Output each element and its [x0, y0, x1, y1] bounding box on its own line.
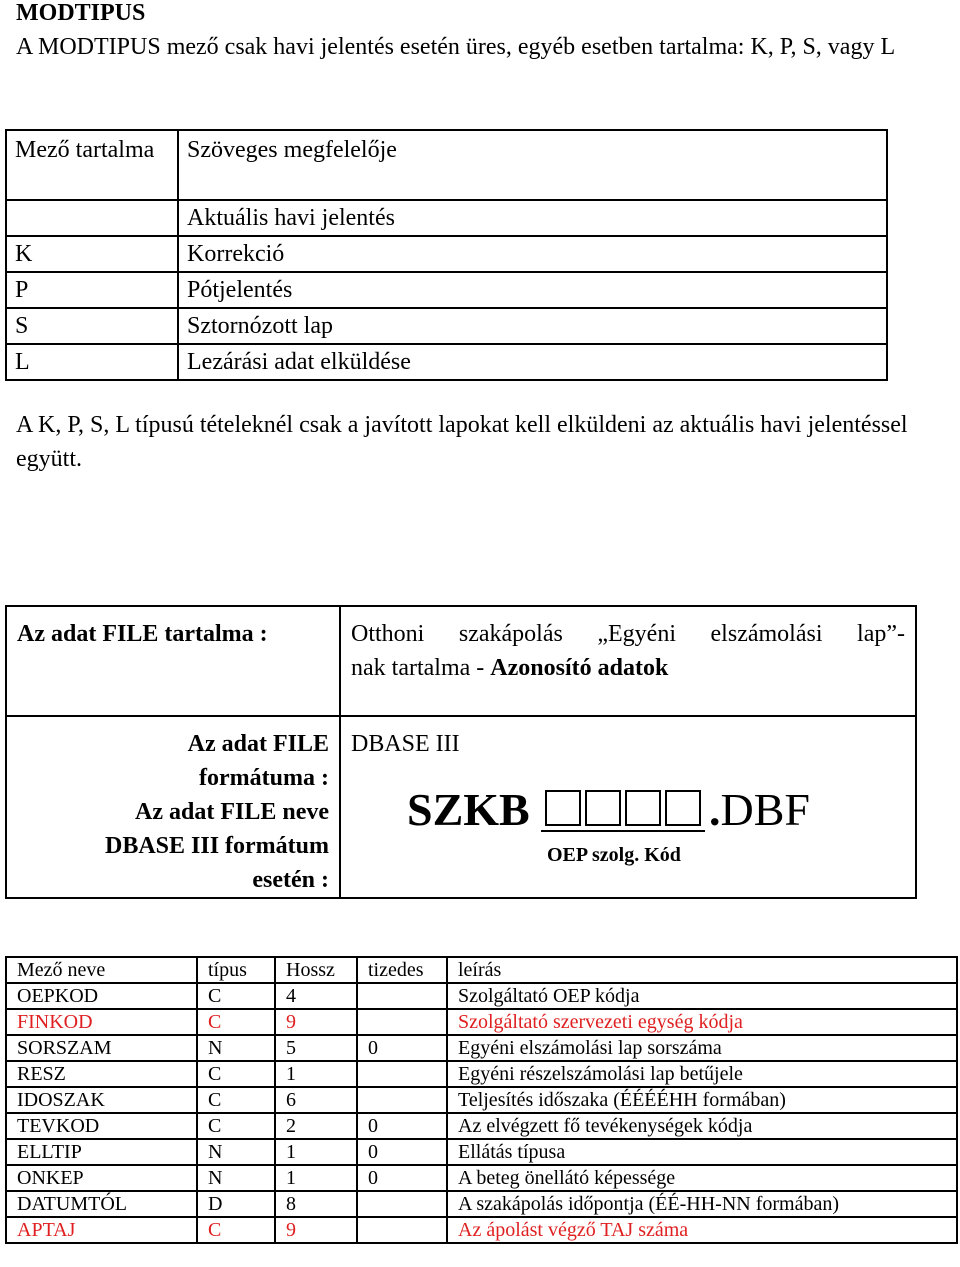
field-type-cell: C	[197, 1009, 275, 1035]
header-text-equivalent: Szöveges megfelelője	[178, 130, 887, 200]
field-type-cell: C	[197, 1061, 275, 1087]
code-cell: K	[6, 236, 178, 272]
table-row	[6, 1035, 957, 1061]
field-name-cell: ONKEP	[6, 1165, 197, 1191]
field-description-cell: Egyéni elszámolási lap sorszáma	[447, 1035, 957, 1061]
field-length-cell: 9	[275, 1009, 357, 1035]
field-length-cell: 1	[275, 1061, 357, 1087]
intro-paragraph: A MODTIPUS mező csak havi jelentés esetén üres, egyéb esetben tartalma: K, P, S, vagy L	[16, 34, 896, 60]
file-format-row	[6, 716, 916, 898]
field-definition-table	[5, 956, 958, 1244]
code-box	[625, 790, 661, 826]
field-length-cell: 6	[275, 1087, 357, 1113]
code-box	[545, 790, 581, 826]
field-decimals-cell	[357, 983, 447, 1009]
file-content-value	[340, 606, 916, 716]
table-header-row	[6, 130, 887, 200]
table-row	[6, 344, 887, 380]
filename-pattern	[351, 784, 905, 866]
file-info-table	[5, 605, 917, 899]
field-description-cell: Az elvégzett fő tevékenységek kódja	[447, 1113, 957, 1139]
field-name-cell: DATUMTÓL	[6, 1191, 197, 1217]
table-row	[6, 1191, 957, 1217]
header-field-content: Mező tartalma	[6, 130, 178, 200]
field-length-cell: 1	[275, 1165, 357, 1191]
header-type: típus	[197, 957, 275, 983]
code-cell	[6, 200, 178, 236]
format-label-line1: Az adat FILE	[187, 731, 329, 757]
header-field-name: Mező neve	[6, 957, 197, 983]
name-label-line3: esetén :	[252, 867, 329, 893]
field-decimals-cell	[357, 1191, 447, 1217]
text-cell: Pótjelentés	[178, 272, 887, 308]
code-box	[585, 790, 621, 826]
filename-extension	[709, 785, 810, 835]
field-name-cell: RESZ	[6, 1061, 197, 1087]
filename-ext-text: DBF	[720, 784, 810, 835]
table-row	[6, 308, 887, 344]
field-name-cell: TEVKOD	[6, 1113, 197, 1139]
file-format-values	[340, 716, 916, 898]
field-description-cell: A szakápolás időpontja (ÉÉ-HH-NN formában)	[447, 1191, 957, 1217]
field-description-cell: Ellátás típusa	[447, 1139, 957, 1165]
modtipus-code-table	[5, 129, 888, 381]
field-length-cell: 4	[275, 983, 357, 1009]
field-decimals-cell: 0	[357, 1035, 447, 1061]
text-cell: Sztornózott lap	[178, 308, 887, 344]
file-content-line2-text: nak tartalma -	[351, 655, 491, 681]
code-boxes	[541, 790, 705, 832]
field-decimals-cell	[357, 1087, 447, 1113]
field-length-cell: 5	[275, 1035, 357, 1061]
field-description-cell: Egyéni részelszámolási lap betűjele	[447, 1061, 957, 1087]
file-format-labels	[6, 716, 340, 898]
field-name-cell: APTAJ	[6, 1217, 197, 1243]
file-content-line2	[351, 651, 905, 685]
table-row	[6, 200, 887, 236]
table-row	[6, 1217, 957, 1243]
field-length-cell: 1	[275, 1139, 357, 1165]
table-row	[6, 272, 887, 308]
field-type-cell: C	[197, 983, 275, 1009]
table-row	[6, 1139, 957, 1165]
field-type-cell: C	[197, 1113, 275, 1139]
note-paragraph: A K, P, S, L típusú tételeknél csak a javított lapokat kell elküldeni az aktuális havi jelentéssel együtt.	[16, 412, 908, 472]
filename-caption: OEP szolg. Kód	[547, 844, 681, 866]
field-name-cell: IDOSZAK	[6, 1087, 197, 1113]
table-row	[6, 1087, 957, 1113]
filename-prefix: SZKB	[407, 784, 530, 835]
header-description: leírás	[447, 957, 957, 983]
format-label-line2: formátuma :	[199, 765, 329, 791]
name-label-line2: DBASE III formátum	[104, 833, 329, 859]
filename-dot: .	[709, 784, 721, 835]
file-content-row	[6, 606, 916, 716]
field-length-cell: 2	[275, 1113, 357, 1139]
field-decimals-cell: 0	[357, 1165, 447, 1191]
field-type-cell: N	[197, 1165, 275, 1191]
code-cell: P	[6, 272, 178, 308]
table-row	[6, 236, 887, 272]
field-decimals-cell	[357, 1009, 447, 1035]
code-box	[665, 790, 701, 826]
table-row	[6, 983, 957, 1009]
field-name-cell: ELLTIP	[6, 1139, 197, 1165]
field-name-cell: FINKOD	[6, 1009, 197, 1035]
field-length-cell: 8	[275, 1191, 357, 1217]
field-description-cell: Szolgáltató szervezeti egység kódja	[447, 1009, 957, 1035]
field-type-cell: C	[197, 1087, 275, 1113]
section-heading: MODTIPUS	[16, 0, 146, 26]
code-cell: L	[6, 344, 178, 380]
field-type-cell: C	[197, 1217, 275, 1243]
table-row	[6, 1061, 957, 1087]
text-cell: Korrekció	[178, 236, 887, 272]
field-name-cell: SORSZAM	[6, 1035, 197, 1061]
table-row	[6, 1113, 957, 1139]
code-cell: S	[6, 308, 178, 344]
format-value: DBASE III	[351, 731, 460, 757]
table-header-row	[6, 957, 957, 983]
name-label-line1: Az adat FILE neve	[135, 799, 329, 825]
table-row	[6, 1009, 957, 1035]
identification-data-label: Azonosító adatok	[490, 655, 669, 681]
field-type-cell: D	[197, 1191, 275, 1217]
field-description-cell: Az ápolást végző TAJ száma	[447, 1217, 957, 1243]
field-description-cell: A beteg önellátó képessége	[447, 1165, 957, 1191]
field-type-cell: N	[197, 1035, 275, 1061]
field-decimals-cell: 0	[357, 1139, 447, 1165]
table-row	[6, 1165, 957, 1191]
header-decimals: tizedes	[357, 957, 447, 983]
field-description-cell: Szolgáltató OEP kódja	[447, 983, 957, 1009]
field-description-cell: Teljesítés időszaka (ÉÉÉÉHH formában)	[447, 1087, 957, 1113]
text-cell: Aktuális havi jelentés	[178, 200, 887, 236]
file-content-line1: Otthoni szakápolás „Egyéni elszámolási lap”-	[351, 621, 905, 647]
field-decimals-cell	[357, 1217, 447, 1243]
field-type-cell: N	[197, 1139, 275, 1165]
text-cell: Lezárási adat elküldése	[178, 344, 887, 380]
field-decimals-cell	[357, 1061, 447, 1087]
field-name-cell: OEPKOD	[6, 983, 197, 1009]
field-length-cell: 9	[275, 1217, 357, 1243]
field-decimals-cell: 0	[357, 1113, 447, 1139]
file-content-label: Az adat FILE tartalma :	[6, 606, 340, 716]
header-length: Hossz	[275, 957, 357, 983]
